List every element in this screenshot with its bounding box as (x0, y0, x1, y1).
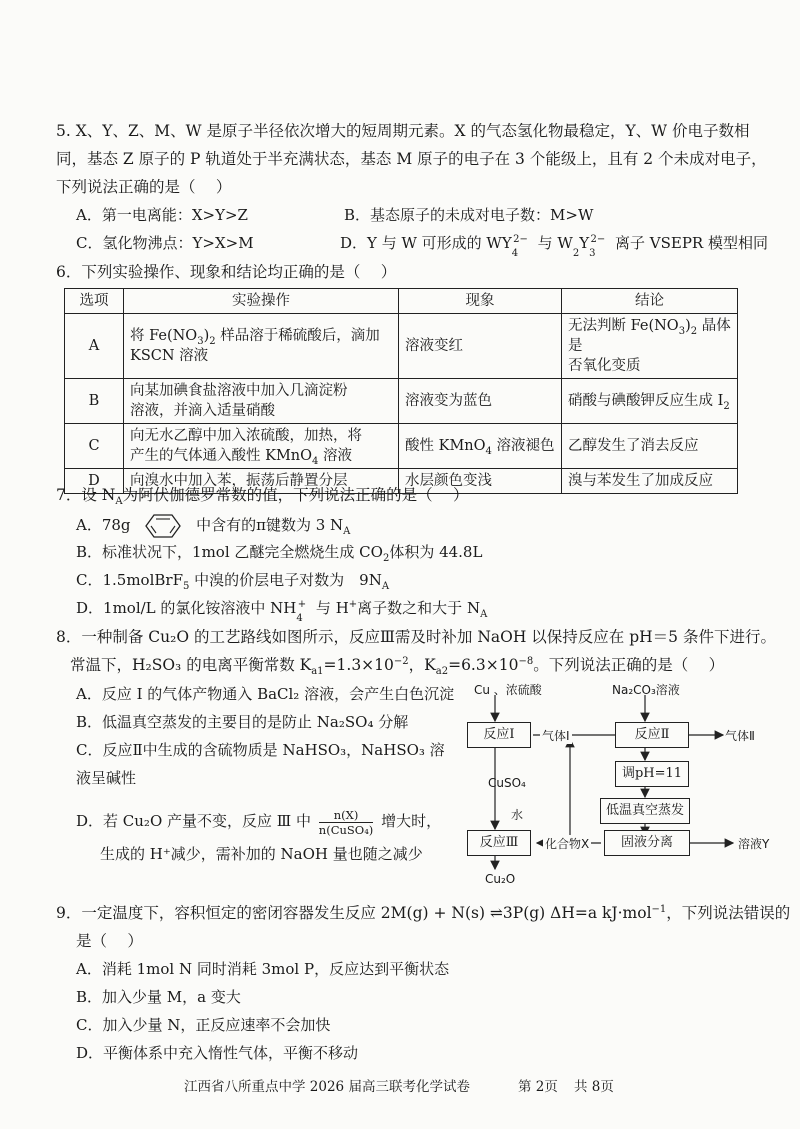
q5-stem-line3: 下列说法正确的是（ ） (56, 178, 232, 196)
header-phenomenon: 现象 (399, 289, 562, 314)
q5-option-c: C．氢化物沸点：Y>X>M (76, 234, 254, 252)
q8-option-d-line2: 生成的 H⁺减少，需补加的 NaOH 量也随之减少 (100, 845, 423, 863)
q9-option-b: B．加入少量 M，a 变大 (76, 988, 241, 1006)
q7-option-d: D．1mol/L 的氯化铵溶液中 $NH_4^+$ 与 H+离子数之和大于 $N_A$ (76, 599, 488, 624)
q9-stem-line2: 是（ ） (76, 932, 143, 950)
q8-stem-line2: 常温下，H₂SO₃ 的电离平衡常数 $K_{a1}=1.3\times 10^{-2}$，$K_{a2}=6.3\times 10^{-8}$。下列说法正确的是（ ） (70, 655, 725, 678)
row-d-operation: 向溴水中加入苯，振荡后静置分层 (124, 469, 399, 494)
q5-stem-line1: 5. X、Y、Z、M、W 是原子半径依次增大的短周期元素。X 的气态氢化物最稳定，Y、W 价电子数相 (56, 122, 750, 140)
row-b-phenomenon: 溶液变为蓝色 (399, 379, 562, 424)
q9-stem-line1: 9．一定温度下，容积恒定的密闭容器发生反应 2M(g) + N(s) ⇌3P(g) ΔH=a kJ·mol$^{-1}$，下列说法错误的 (56, 903, 791, 922)
table-row (65, 314, 738, 379)
row-d-phenomenon: 水层颜色变浅 (399, 469, 562, 494)
row-c-phenomenon: 酸性 KMnO$_4$ 溶液褪色 (399, 424, 562, 469)
row-c-conclusion: 乙醇发生了消去反应 (562, 424, 738, 469)
q7-stem: 7．设 $N_A$为阿伏伽德罗常数的值，下列说法正确的是（ ） (56, 486, 469, 508)
solution-y-label: 溶液Y (738, 837, 770, 851)
q7-option-c: C．1.5molBrF$_5$ 中溴的价层电子对数为 $9N_A$ (76, 571, 390, 592)
solid-liquid-separation-box: 固液分离 (604, 830, 690, 856)
row-b-operation: 向某加碘食盐溶液中加入几滴淀粉 溶液，并滴入适量硝酸 (124, 379, 399, 424)
table-row (65, 379, 738, 424)
adjust-ph-box: 调pH=11 (615, 761, 689, 787)
row-c-operation: 向无水乙醇中加入浓硫酸，加热，将 产生的气体通入酸性 KMnO$_4$ 溶液 (124, 424, 399, 469)
compound-x-label: 化合物X (545, 837, 590, 851)
row-a-conclusion: 无法判断 $Fe(NO_3)_2$ 晶体是 否氧化变质 (562, 314, 738, 379)
row-d-conclusion: 溴与苯发生了加成反应 (562, 469, 738, 494)
q6-stem: 6．下列实验操作、现象和结论均正确的是（ ） (56, 263, 397, 281)
q9-option-d: D．平衡体系中充入惰性气体，平衡不移动 (76, 1044, 359, 1062)
cuso4-label: CuSO₄ (488, 776, 526, 790)
row-a-option: A (65, 314, 124, 379)
footer-page: 第 2页 (518, 1079, 558, 1095)
q8-option-d-line1: D．若 Cu₂O 产量不变，反应 Ⅲ 中 $\frac{n(X)}{\text{n(CuSO₄)}}$ 增大时， (76, 807, 442, 837)
flow-input-cu: Cu 、浓硫酸 (474, 683, 542, 697)
reaction-2-box: 反应Ⅱ (615, 722, 689, 748)
row-c-option: C (65, 424, 124, 469)
table-row (65, 424, 738, 469)
flow-input-na2co3: Na₂CO₃溶液 (612, 683, 680, 697)
q8-option-a: A．反应 Ⅰ 的气体产物通入 BaCl₂ 溶液，会产生白色沉淀 (76, 685, 455, 703)
q9-option-a: A．消耗 1mol N 同时消耗 3mol P，反应达到平衡状态 (76, 960, 450, 978)
header-operation: 实验操作 (124, 289, 399, 314)
q9-option-c: C．加入少量 N，正反应速率不会加快 (76, 1016, 331, 1034)
q5-option-a: A．第一电离能：X>Y>Z (76, 206, 248, 224)
ratio-fraction: $\frac{n(X)}{\text{n(CuSO₄)}}$ (318, 807, 374, 837)
reaction-3-box: 反应Ⅲ (467, 830, 531, 856)
water-label: 水 (511, 808, 524, 822)
gas-2-label: 气体Ⅱ (725, 729, 755, 743)
gas-1-label: 气体Ⅰ (542, 729, 570, 743)
reaction-1-box: 反应Ⅰ (467, 722, 531, 748)
experiment-table (64, 288, 738, 494)
table-header-row (65, 289, 738, 314)
benzene-ring-icon (143, 513, 183, 539)
q5-option-b: B．基态原子的未成对电子数：M>W (344, 206, 594, 224)
q8-option-c-line1: C．反应Ⅱ中生成的含硫物质是 NaHSO₃，NaHSO₃ 溶 (76, 741, 445, 759)
row-d-option: D (65, 469, 124, 494)
row-b-option: B (65, 379, 124, 424)
q8-option-c-line2: 液呈碱性 (76, 769, 137, 787)
vacuum-evaporation-box: 低温真空蒸发 (600, 798, 690, 824)
header-option: 选项 (65, 289, 124, 314)
q7-option-a: A．78g 中含有的π键数为 3 $N_A$ (76, 513, 350, 539)
cu2o-label: Cu₂O (485, 872, 516, 886)
footer-total: 共 8页 (574, 1079, 614, 1095)
row-b-conclusion: 硝酸与碘酸钾反应生成 $I_2$ (562, 379, 738, 424)
q8-stem-line1: 8．一种制备 Cu₂O 的工艺路线如图所示，反应Ⅲ需及时补加 NaOH 以保持反应在 pH＝5 条件下进行。 (56, 628, 776, 646)
q5-stem-line2: 同，基态 Z 原子的 P 轨道处于半充满状态，基态 M 原子的电子在 3 个能级上，且有 2 个未成对电子， (56, 150, 767, 168)
q7-option-b: B．标准状况下，1mol 乙醚完全燃烧生成 $CO_2$体积为 44.8L (76, 543, 483, 564)
header-conclusion: 结论 (562, 289, 738, 314)
row-a-phenomenon: 溶液变红 (399, 314, 562, 379)
q5-option-d: D．Y 与 W 可形成的 $WY_4^{2-}$ 与 $W_2Y_3^{2-}$ 离子 VSEPR 模型相同 (340, 234, 768, 259)
q8-option-b: B．低温真空蒸发的主要目的是防止 Na₂SO₄ 分解 (76, 713, 409, 731)
row-a-operation: 将 $Fe(NO_3)_2$ 样品溶于稀硫酸后，滴加 KSCN 溶液 (124, 314, 399, 379)
footer-title: 江西省八所重点中学 2026 届高三联考化学试卷 (184, 1079, 470, 1095)
